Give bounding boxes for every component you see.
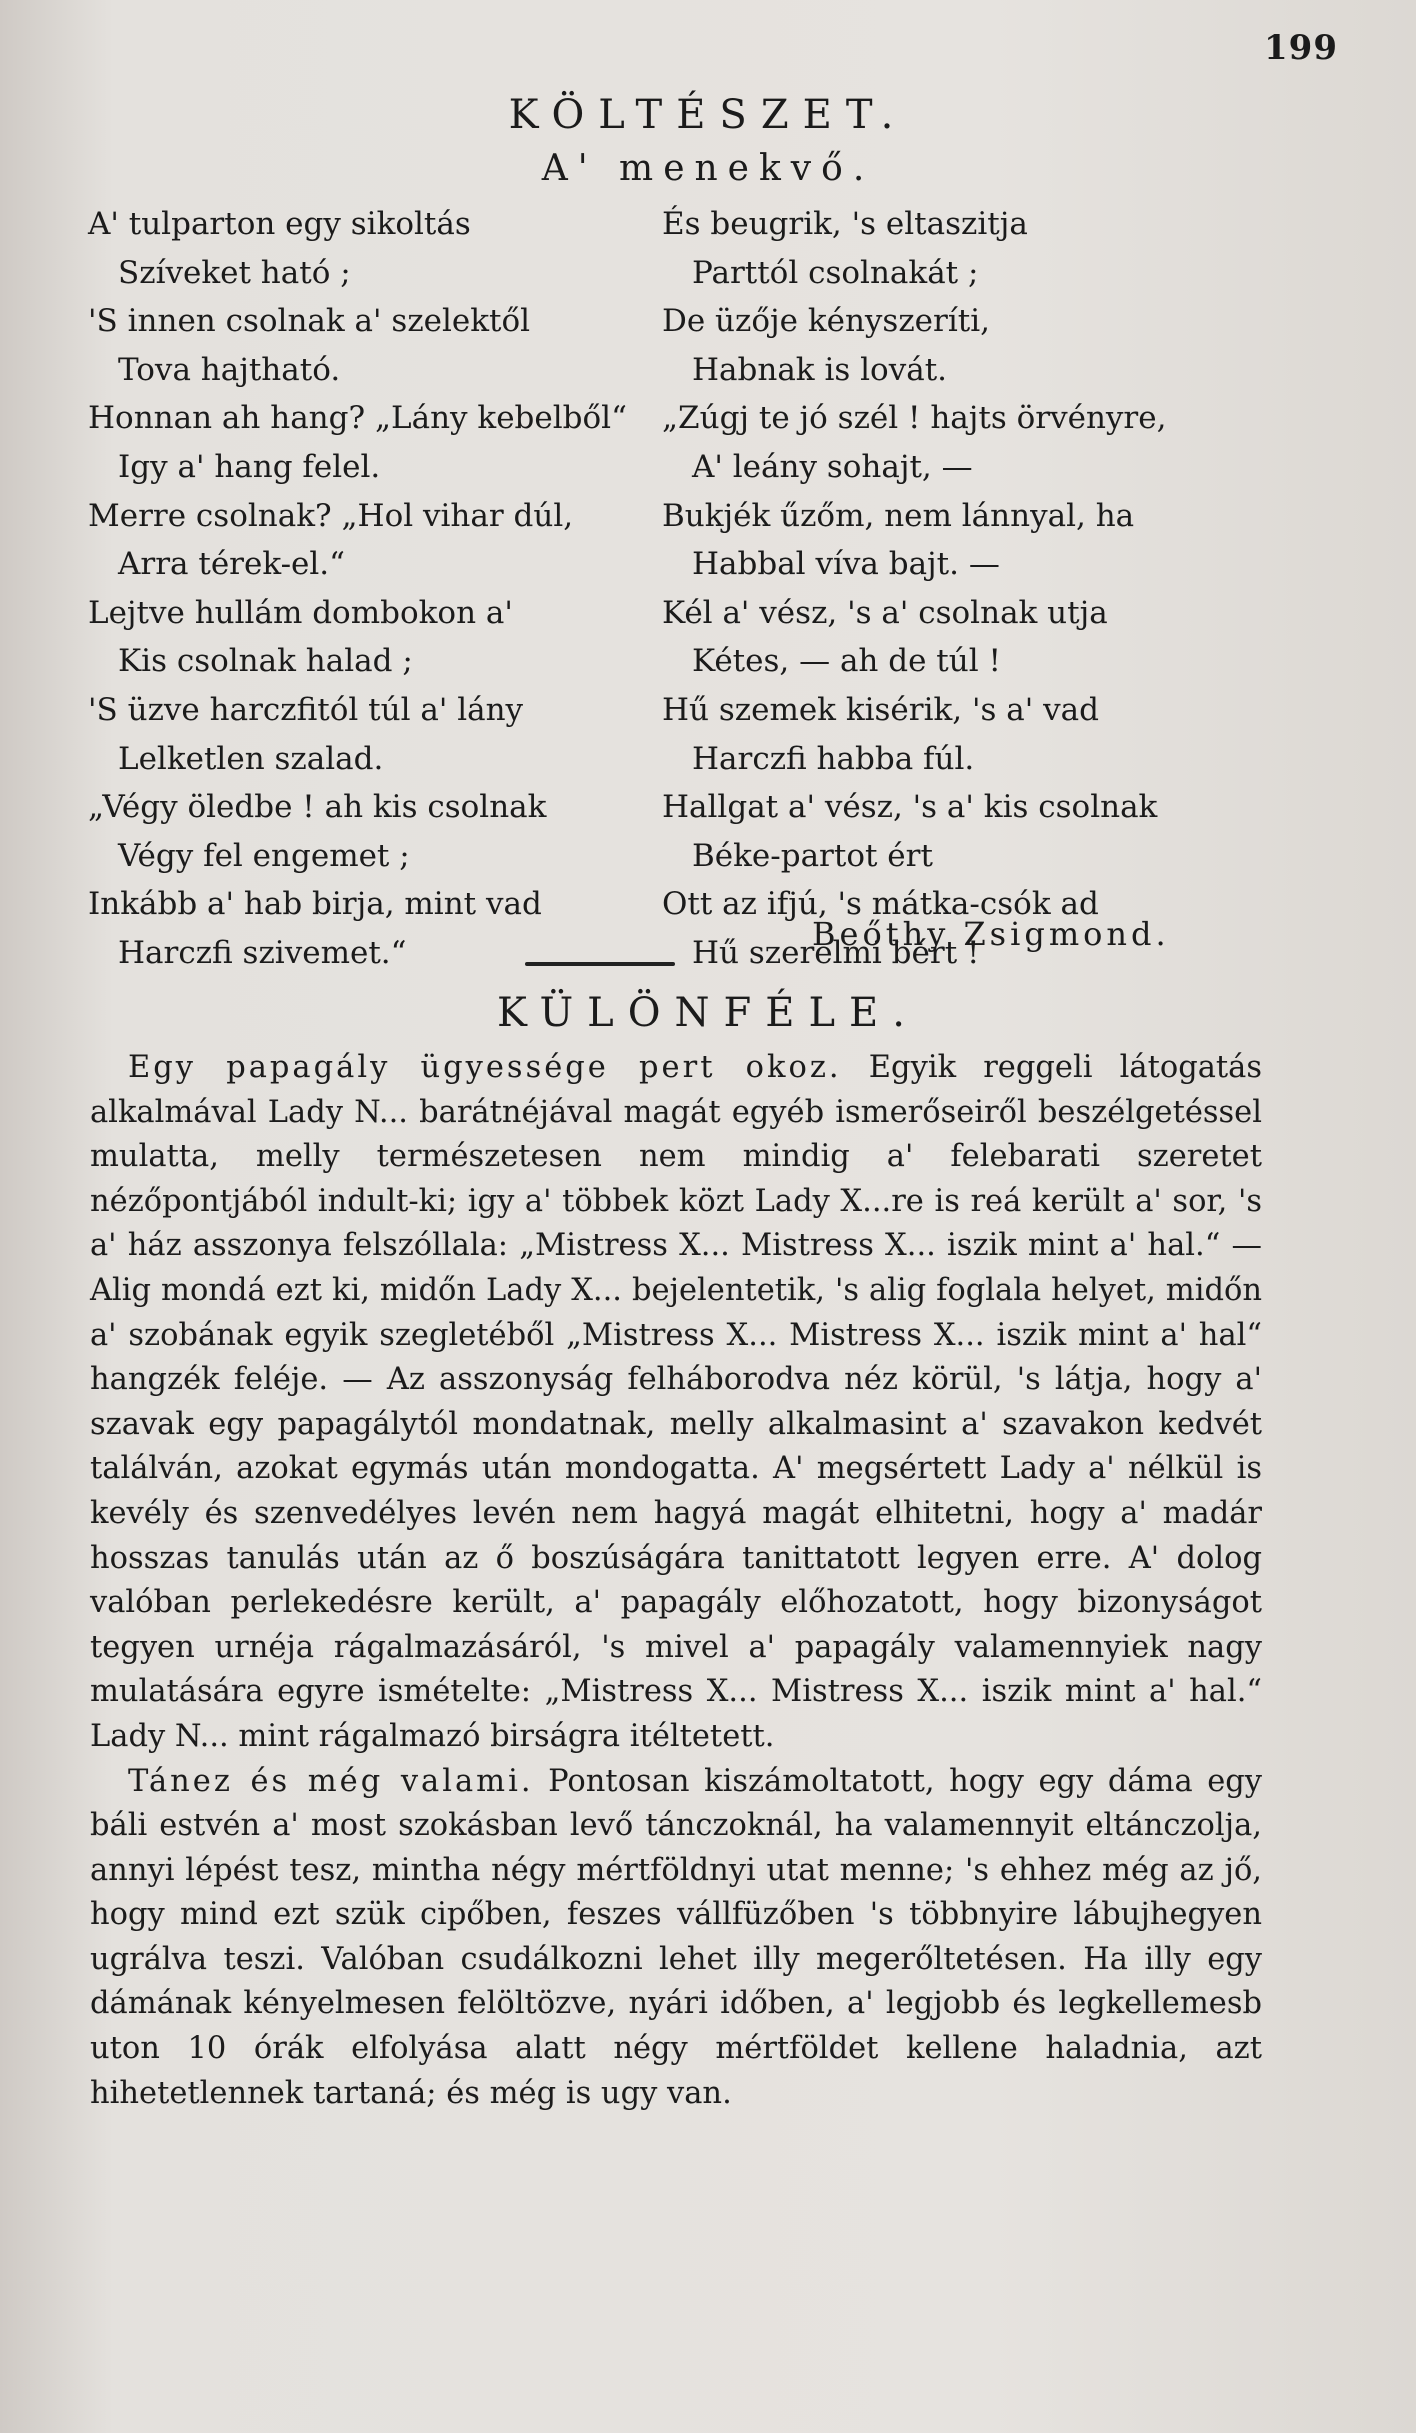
poem-author: Beőthy Zsigmond. (812, 915, 1170, 953)
poem-line: Igy a' hang felel. (118, 448, 381, 485)
misc-section-heading: KÜLÖNFÉLE. (497, 990, 919, 1036)
poem-line: Ott az ifjú, 's mátka-csók ad (662, 886, 1099, 923)
poem-line: Arra térek-el.“ (118, 546, 346, 583)
poem-line: Szíveket ható ; (118, 254, 351, 291)
article-text: Egyik reggeli látogatás alkalmával Lady N... barátnéjával magát egyéb ismerőseiről beszélgetéssel mulatta, melly természetesen nem mindig a' felebarati szeretet nézőpontjából indult-ki; igy a' többek közt Lady X...re is reá került a' sor, 's a' ház asszonya felszóllala: „Mistress X... Mistress X... iszik mint a' hal.“ — Alig mondá ezt ki, midőn Lady X... bejelentetik, 's alig foglala helyet, midőn a' szobának egyik szegletéből „Mistress X... Mistress X... iszik mint a' hal“ hangzék feléje. — Az asszonyság felháborodva néz körül, 's látja, hogy a' szavak egy papagálytól mondatnak, melly alkalmasint a' szavakon kedvét találván, azokat egymás után mondogatta. A' megsértett Lady a' nélkül is kevély és szenvedélyes levén nem hagyá magát elhitetni, hogy a' madár hosszas tanulás után az ő boszúságára tanittatott legyen erre. A' dolog valóban perlekedésre került, a' papagály előhozatott, hogy bizonyságot tegyen urnéja rágalmazásáról, 's mivel a' papagály valamennyiek nagy mulatására egyre ismételte: „Mistress X... Mistress X... iszik mint a' hal.“ Lady N... mint rágalmazó birságra itéltetett. (90, 1050, 1263, 1754)
poem-line: Hű szemek kisérik, 's a' vad (662, 691, 1099, 728)
poem-right-column (662, 200, 1222, 978)
poem-line: Honnan ah hang? „Lány kebelből“ (88, 400, 627, 437)
poem-line: Bukjék űzőm, nem lánnyal, ha (662, 497, 1135, 534)
poem-line: Béke-partot ért (692, 837, 933, 874)
poem-line: Lejtve hullám dombokon a' (88, 594, 513, 631)
poem-line: Inkább a' hab birja, mint vad (88, 886, 542, 923)
article-lead: Egy papagály ügyessége pert okoz. (128, 1050, 842, 1085)
article-lead: Tánez és még valami. (128, 1763, 534, 1799)
poem-line: Hű szerelmi bért ! (692, 934, 980, 971)
page-number: 199 (1264, 28, 1338, 68)
poem-line: Harczfi habba fúl. (692, 740, 975, 777)
article-text: Pontosan kiszámoltatott, hogy egy dáma egy báli estvén a' most szokásban levő tánczoknál, ha valamennyit eltánczolja, annyi lépést tesz, mintha négy mértföldnyi utat menne; 's ehhez még az jő, hogy mind ezt szük cipőben, feszes vállfüzőben 's többnyire lábujhegyen ugrálva teszi. Valóban csudálkozni lehet illy megerőltetésen. Ha illy egy dámának kényelmesen felöltözve, nyári időben, a' legjobb és legkellemesb uton 10 órák elfolyása alatt négy mértföldet kellene haladnia, azt hihetetlennek tartaná; és még is ugy van. (90, 1763, 1263, 2111)
poem-line: „Zúgj te jó szél ! hajts örvényre, (662, 400, 1167, 437)
poem-line: Parttól csolnakát ; (692, 254, 979, 291)
poem-title: A' menekvő. (541, 148, 875, 189)
poem-line: És beugrik, 's eltaszitja (662, 206, 1028, 242)
poem-line: Habbal víva bajt. — (692, 546, 1000, 583)
poetry-section-heading: KÖLTÉSZET. (508, 92, 908, 138)
poem-line: Kis csolnak halad ; (118, 643, 413, 680)
misc-articles (90, 1046, 1262, 2116)
poem-line: Kél a' vész, 's a' csolnak utja (662, 594, 1108, 631)
article-paragraph (90, 1760, 1262, 2117)
section-divider (525, 962, 675, 966)
poem-line: Tova hajtható. (118, 351, 341, 388)
poem-line: 'S innen csolnak a' szelektől (88, 303, 531, 340)
poem-line: Hallgat a' vész, 's a' kis csolnak (662, 789, 1158, 826)
poem-line: Habnak is lovát. (692, 351, 948, 388)
poem-line: Lelketlen szalad. (118, 740, 384, 777)
poem-line: A' tulparton egy sikoltás (88, 206, 471, 242)
poem-line: De üzője kényszeríti, (662, 303, 990, 340)
poem-line: Kétes, — ah de túl ! (692, 643, 1001, 680)
poem-line: Harczfi szivemet.“ (118, 934, 407, 971)
poem-line: Végy fel engemet ; (118, 837, 410, 874)
poem-line: 'S üzve harczfitól túl a' lány (88, 691, 524, 728)
poem-line: Merre csolnak? „Hol vihar dúl, (88, 497, 574, 534)
poem-line: „Végy öledbe ! ah kis csolnak (88, 789, 547, 826)
poem-line: A' leány sohajt, — (692, 448, 973, 485)
poem-left-column (88, 200, 648, 978)
article-paragraph (90, 1046, 1262, 1760)
